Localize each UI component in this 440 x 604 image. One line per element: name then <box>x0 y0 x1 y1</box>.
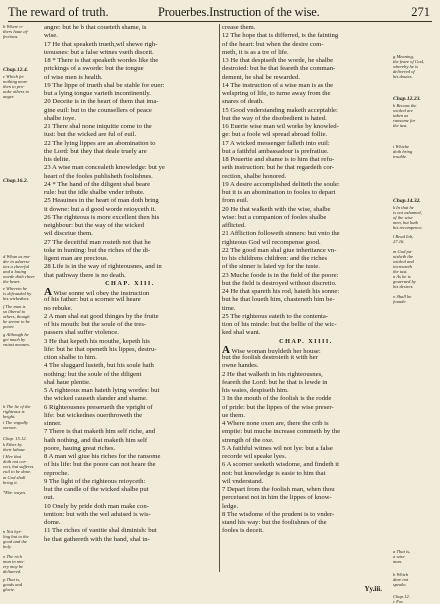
verse-line: 24 * The hand of the diligent shal beare <box>44 180 151 188</box>
verse-line: of pride: but the lippes of the wise preser- <box>222 403 334 411</box>
verse-line: 14 The instruction of a wise man is as the <box>222 81 334 89</box>
margin-note: wicked are <box>393 108 413 113</box>
margin-note: n Not hyr- <box>3 529 22 534</box>
margin-note: others, though <box>3 314 30 319</box>
margin-note: *Ebr. wayes. <box>3 490 27 495</box>
margin-note: men, but hath <box>393 220 419 225</box>
verse-line: no rebuke. <box>44 304 73 312</box>
verse-line: 8 A man wil giue his riches for the ransome <box>44 453 161 460</box>
verse-line: 20 He that walketh with the wise, shalbe <box>222 205 331 213</box>
margin-note: bring it. <box>3 480 18 485</box>
margin-note: k In that he <box>393 205 414 210</box>
margin-note: i Whiche <box>393 144 410 149</box>
verse-line: snares of death. <box>222 98 264 106</box>
margin-note: vniust meanes. <box>3 342 31 347</box>
verse-line: 17 He that speaketh trueth,wil shewe righ- <box>44 40 158 48</box>
margin-note: o The rich <box>3 554 22 559</box>
verse-line: he that gathereth with the hand, shal in- <box>44 535 150 543</box>
verse-line: crease them. <box>222 24 256 31</box>
margin-note: a That is, <box>393 549 411 554</box>
verse-line: but he that loueth him, chasteneth him be- <box>222 296 335 304</box>
margin-note: ery may be <box>3 564 24 569</box>
verse-line: 22 The lying lippes are an abomination to <box>44 139 156 147</box>
margin-note: nothing more <box>3 79 28 84</box>
verse-line: 6 A scorner seeketh wisdome, and findeth it <box>222 461 340 469</box>
verse-line: 18 * There is that speaketh wordes like the <box>44 57 159 64</box>
verse-line: strength of the oxe. <box>222 436 274 444</box>
running-head-left: The reward of truth. <box>8 5 109 19</box>
margin-note: doth not cor- <box>3 459 27 464</box>
verse-line: 22 The good man shal giue inheritance vn- <box>222 246 337 254</box>
verse-line: but the field is destroyed without discretio. <box>222 279 337 287</box>
running-head <box>8 3 432 22</box>
verse-line: 12 The hope that is differred, is the fainting <box>222 32 339 40</box>
verse-line: to his childrens children: and the riches <box>222 255 328 262</box>
margin-note: nisheth the <box>393 254 414 259</box>
cross-reference: Chap.12.23. <box>393 96 421 102</box>
verse-line: toke in hunting: but the riches of the di- <box>44 246 151 254</box>
page-number: 271 <box>411 5 430 19</box>
verse-line: 15 Good vnderstanding maketh acceptable: <box>222 106 338 114</box>
margin-note: trouble. <box>393 154 408 159</box>
verse-line: gine euil: but to the counsellers of peace <box>44 106 152 114</box>
verse-line: neighbour: but the way of the wicked <box>44 222 144 229</box>
verse-line: ue them. <box>222 411 246 419</box>
margin-note: his wickednes. <box>3 296 30 301</box>
margin-note: h Becaus the <box>393 103 417 108</box>
verse-line: heart of the fooles publisheth foolishnes. <box>44 172 153 180</box>
margin-note: gouerned by <box>393 279 416 284</box>
margin-note: Chap. 15.12. <box>3 436 27 441</box>
verse-line <box>222 346 390 354</box>
verse-line: of the heart: but when the desire com- <box>222 40 324 48</box>
margin-note: sorowe. <box>3 425 18 430</box>
margin-note: his doutes. <box>393 74 413 79</box>
verse-line: afflicted. <box>222 222 246 229</box>
verse-line: ction shalbe to him. <box>44 354 97 361</box>
margin-note: ling but to the <box>3 534 29 539</box>
margin-note: get much by <box>3 337 26 342</box>
verse-line: shalbe ioye. <box>44 114 76 122</box>
verse-line: life: but wickednes ouerthroweth the <box>44 411 143 419</box>
margin-note: worde doth cheer <box>3 274 35 279</box>
margin-note: wicked and <box>393 259 414 264</box>
verse-line: that pathway there is no death. <box>44 271 126 279</box>
verse-line: time. <box>222 304 236 312</box>
verse-line: 18 Pouertie and shame is to him that refu- <box>222 156 335 163</box>
verse-text: Wise sonne wil obey the instruction <box>51 290 150 297</box>
verse-line: shal haue plentie. <box>44 378 91 386</box>
margin-note: fections. <box>3 34 19 39</box>
margin-note: h The lie of the <box>3 404 31 409</box>
verse-line: 19 A desire accomplished deliteth the soule: <box>222 180 340 188</box>
margin-note: o Shall be <box>393 294 412 299</box>
verse-line: stand his way: but the foolishnes of the <box>222 519 327 526</box>
verse-line: 3 In the mouth of the foolish is the rodde <box>222 395 332 403</box>
verse-text: Wise woman buyldeth her house: <box>229 347 321 354</box>
verse-line: 23 A wise man concealeth knowledge: but ye <box>44 164 165 172</box>
verse-line: of his life: but the poore can not heare the <box>44 461 156 469</box>
margin-note: l Hee that <box>3 454 22 459</box>
margin-note: holy. <box>3 544 12 549</box>
margin-note: a wise <box>393 554 405 559</box>
margin-note: he seeme to be <box>3 319 30 324</box>
verse-line: dement, he shal be rewarded. <box>222 73 300 81</box>
margin-note: bright. <box>3 414 16 419</box>
margin-note: euil to be done. <box>3 469 32 474</box>
verse-line: nothing: but the soule of the diligent <box>44 370 142 378</box>
margin-note: founde. <box>393 299 407 304</box>
margin-note: m God shall <box>3 475 26 480</box>
initial-capital: A <box>44 288 52 297</box>
verse-line: 25 Heauines in the heart of man doth bring <box>44 197 159 205</box>
verse-line: from euil. <box>222 197 249 205</box>
verse-line: the Lord: but they that deale truely are <box>44 147 147 155</box>
verse-line: destroied: but he that feareth the comman- <box>222 65 336 73</box>
right-text-column <box>222 24 390 536</box>
verse-line: feareth the Lord: but he that is lewde in <box>222 378 328 386</box>
verse-line: 5 A righteous man hateth lying wordes: but <box>44 387 160 394</box>
verse-line: rection, shalbe honored. <box>222 172 287 180</box>
verse-line: meth, it is as a tre of life. <box>222 48 289 56</box>
verse-line: ge: but a foole wil spread abroad follie. <box>222 131 328 139</box>
margin-note: their labour. <box>3 447 26 452</box>
verse-line: ledge. <box>222 502 239 510</box>
verse-line: ked shal want. <box>222 329 261 337</box>
verse-line: of his mouth: but the soule of the tres- <box>44 321 147 328</box>
verse-line: wise. <box>44 32 58 40</box>
verse-line: dome. <box>44 519 61 526</box>
verse-line: 7 There is that maketh him self riche, and <box>44 428 156 436</box>
verse-line: angre: but he b that coueteth shame, is <box>44 24 147 31</box>
margin-note: k Ether by <box>3 442 22 447</box>
verse-line: 21 Affliction followeth sinners: but vnto the <box>222 230 340 238</box>
verse-line: but it is an abomination to fooles to depart <box>222 189 336 196</box>
margin-note: thers haue af- <box>3 29 29 34</box>
margin-note: g Meaning, <box>393 54 414 59</box>
margin-note: d Whan as mo- <box>3 254 31 259</box>
verse-line: tion of his minde: but the bellie of the wic- <box>222 321 337 328</box>
verse-line: not: but knowledge is easie to him that <box>222 469 326 477</box>
margin-note: his desires. <box>393 284 414 289</box>
margin-note: is defrauded by <box>3 291 32 296</box>
verse-line: iust: but the wicked are ful of euil. <box>44 131 137 139</box>
margin-note: doth bring <box>393 149 413 154</box>
verse-line: 13 He that despiseth the worde, he shalbe <box>222 57 334 64</box>
margin-note: g Although he <box>3 332 29 337</box>
verse-line: but the foolish destroieth it with her <box>222 354 318 361</box>
verse-line: 17 A wicked messenger falleth into euil: <box>222 139 330 147</box>
cross-reference: Chap.12.4. <box>3 67 29 73</box>
verse-line: but the way of the disobedient is hated. <box>222 114 327 122</box>
margin-note: increaseth <box>393 264 412 269</box>
verse-line: but the candle of the wicked shalbe put <box>44 486 149 493</box>
initial-capital: A <box>222 345 230 354</box>
verse-line <box>44 288 216 296</box>
verse-line: his delite. <box>44 156 71 163</box>
verse-line: recorde wil speake lyes. <box>222 453 287 460</box>
verse-line: 11 The riches of vanitie shal diminish: but <box>44 527 157 535</box>
running-head-right: Prouerbes.Instruction of the wise. <box>158 5 320 19</box>
margin-note: uoke others to <box>3 89 30 94</box>
verse-line: reproche. <box>44 469 70 477</box>
verse-line: poore, hauing great riches. <box>44 444 116 452</box>
verse-line: passers shal suffer violence. <box>44 329 119 337</box>
verse-line: 10 Onely by pride doth man make con- <box>44 502 149 510</box>
margin-note: taken as <box>393 113 409 118</box>
verse-line: 7 Depart from the foolish man, when thou <box>222 486 335 493</box>
margin-note: b Where o- <box>3 24 24 29</box>
margin-note: and a louing <box>3 269 27 274</box>
margin-note: e Wherein he <box>3 286 28 291</box>
verse-line: 28 Life is in the way of righteousnes, and in <box>44 263 162 271</box>
margin-note: his recompence. <box>393 225 423 230</box>
verse-line: 8 The wisdome of the prudent is to vnder- <box>222 510 335 518</box>
margin-note: whereby he is <box>393 64 419 69</box>
chapter-heading: CHAP. XIIII. <box>279 337 333 345</box>
margin-note: ransome for <box>393 118 416 123</box>
signature-mark: Yy.iii. <box>364 585 382 593</box>
margin-note: man. <box>393 559 403 564</box>
verse-line: 23 Muche foode is in the field of the poore: <box>222 271 339 279</box>
margin-note: speake. <box>393 582 407 587</box>
margin-note: i The vngodly <box>3 420 29 425</box>
column-divider <box>219 24 220 572</box>
cross-reference: Chap.16.2. <box>3 178 29 184</box>
margin-note: goods and <box>3 582 23 587</box>
verse-line: hath nothing, and that maketh him self <box>44 436 148 444</box>
margin-note: good and the <box>3 539 27 544</box>
verse-line: but a faithful ambassadour is prefratiue. <box>222 147 329 155</box>
margin-note: rect, but sufferes <box>3 464 34 469</box>
margin-note: the feare of God, <box>393 59 424 64</box>
verse-line: 2 A man shal eat good thinges by the fruite <box>44 312 159 320</box>
left-text-column <box>44 24 216 544</box>
margin-note: m God pu- <box>393 249 413 254</box>
verse-line: 6 Righteousnes preserueth the vpright of <box>44 403 153 411</box>
margin-note: b Which <box>393 572 409 577</box>
verse-line: of wise men is health. <box>44 73 103 81</box>
margin-note: righteous is <box>3 409 25 414</box>
verse-line: sinner. <box>44 420 62 427</box>
margin-note: the iust. <box>393 269 408 274</box>
verse-line: 9 The light of the righteous reioyceth: <box>44 477 146 485</box>
margin-note: man in mis- <box>3 559 25 564</box>
verse-line: life: but he that openeth his lippes, destru- <box>44 345 157 353</box>
verse-line: of his father: but a scorner wil heare <box>44 296 141 304</box>
margin-note: Chap.12. <box>393 594 410 599</box>
verse-line: of the sinner is laied vp for the iuste. <box>222 263 320 271</box>
verse-line: fooles is deceit. <box>222 527 264 535</box>
verse-line: 3 He that kepeth his mouthe, kepeth his <box>44 337 150 345</box>
margin-note: poore. <box>3 324 15 329</box>
verse-line: welspring of life, to turne away from the <box>222 90 331 97</box>
margin-note: c For. <box>393 599 404 604</box>
verse-line: but a lying tongue varieth incontinently. <box>44 90 151 97</box>
verse-line: perceiuest not in him the lippes of know- <box>222 494 332 502</box>
margin-note: 27.16. <box>393 239 405 244</box>
margin-note: l Read Iob, <box>393 234 414 239</box>
verse-line: 27 The deceitful man rosteth not that he <box>44 238 151 246</box>
verse-line: owne handes. <box>222 362 259 370</box>
verse-line: 24 He that spareth his rod, hateth his sonne: <box>222 288 340 295</box>
verse-line: rule: but the idle shalbe vnder tribute. <box>44 189 145 196</box>
verse-line: wise: but a companion of fooles shalbe <box>222 213 327 221</box>
verse-line: it downe: but a d good worde reioyceth it. <box>44 205 156 213</box>
verse-line: tention: but with the wel aduised is wis- <box>44 510 151 518</box>
margin-note: of the wise <box>393 215 413 220</box>
verse-line: 16 Euerie wise man wil worke by knowled- <box>222 123 339 130</box>
verse-line: 4 The sluggard lusteth, but his soule hath <box>44 362 154 370</box>
verse-line: righteous God wil recompense good. <box>222 238 321 246</box>
margin-note: anger. <box>3 94 15 99</box>
margin-note: dare not <box>393 577 409 582</box>
cross-reference: Chap.14.32. <box>393 198 421 204</box>
margin-note: the iust. <box>393 123 408 128</box>
margin-note: so liberal to <box>3 309 26 314</box>
verse-line: the wicked causeth slander and shame. <box>44 395 148 403</box>
chapter-heading: CHAP. XIII. <box>105 279 155 287</box>
verse-line: his waies, despiseth him. <box>222 387 289 394</box>
verse-line: seth instruction: but he that regardeth cor- <box>222 164 335 172</box>
verse-line: teousnes: but a false witnes vseth disceit. <box>44 48 154 56</box>
verse-line: wil disceiue them. <box>44 230 93 238</box>
verse-line: 4 Where none oxen are, there the crib is <box>222 420 329 427</box>
margin-note: der in aduerse <box>3 259 30 264</box>
margin-note: then to pro- <box>3 84 25 89</box>
margin-note: f The man is <box>3 304 26 309</box>
margin-note: glorie. <box>3 587 16 592</box>
margin-note: c Which fet <box>3 74 24 79</box>
verse-line: 5 A faithful witnes wil not lye: but a false <box>222 444 333 452</box>
margin-note: p That is, <box>3 577 21 582</box>
margin-note: the heart. <box>3 279 21 284</box>
verse-line: 2 He that walketh in his righteousnes, <box>222 370 323 378</box>
margin-note: is not ashamed, <box>393 210 422 215</box>
verse-line: ligent man are precious. <box>44 255 109 262</box>
verse-line: wil vnderstand. <box>222 477 264 485</box>
margin-note: n As he is <box>393 274 411 279</box>
margin-note: ties a cheerful <box>3 264 30 269</box>
verse-line: 20 Deceite is in the heart of them that ima- <box>44 98 159 106</box>
verse-line: 25 The righteous eateth to the contenta- <box>222 312 329 320</box>
verse-line: 19 The lippe of trueth shal be stable for euer: <box>44 81 165 89</box>
verse-line: emptie: but muche increase commeth by the <box>222 428 341 436</box>
verse-line: prickings of a sworde: but the tongue <box>44 65 144 73</box>
margin-note: deliuered. <box>3 569 22 574</box>
verse-line: 26 The righteous is more excellent then his <box>44 213 160 221</box>
verse-line: out. <box>44 494 55 502</box>
margin-note: delivered of <box>393 69 415 74</box>
verse-line: 21 There shal none iniquitie come to the <box>44 123 152 130</box>
